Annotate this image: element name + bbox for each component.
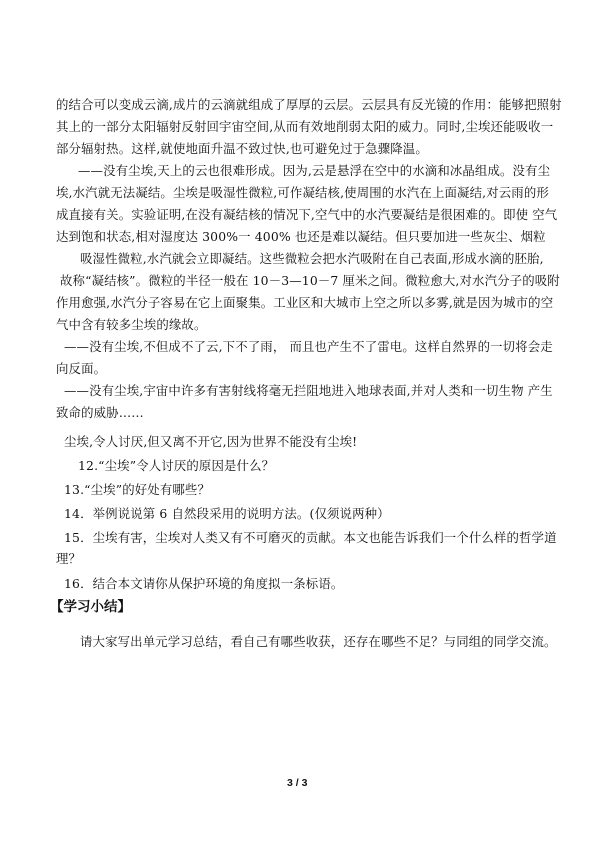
- body-line: 吸湿性微粒,水汽就会立即凝结。这些微粒会把水汽吸附在自己表面,形成水滴的胚胎,: [80, 251, 544, 266]
- section-heading: 【学习小结】: [50, 599, 131, 615]
- question-12: 12.“尘埃”令人讨厌的原因是什么？: [78, 458, 275, 473]
- body-line: 尘埃,令人讨厌,但又离不开它,因为世界不能没有尘埃!: [64, 434, 358, 449]
- question-15: 15．尘埃有害，尘埃对人类又有不可磨灭的贡献。本文也能告诉我们一个什么样的哲学道: [64, 530, 557, 545]
- question-14: 14．举例说说第 6 自然段采用的说明方法。(仅须说两种）: [64, 506, 390, 521]
- body-line: 气中含有较多尘埃的缘故。: [56, 317, 207, 332]
- body-line: 部分辐射热。这样,就使地面升温不致过快,也可避免过于急骤降温。: [56, 141, 428, 156]
- body-line: 故称“凝结核”。微粒的半径一般在 10－3—10－7 厘米之间。微粒愈大,对水汽分子的吸附: [60, 273, 560, 288]
- body-line: 致命的威胁……: [56, 405, 144, 420]
- question-16: 16．结合本文请你从保护环境的角度拟一条标语。: [64, 576, 344, 591]
- body-line: 的结合可以变成云滴,成片的云滴就组成了厚厚的云层。云层具有反光镜的作用：能够把照射: [56, 97, 562, 112]
- body-line: 成直接有关。实验证明,在没有凝结核的情况下,空气中的水汽要凝结是很困难的。即使 空气: [56, 207, 558, 222]
- body-line: 其上的一部分太阳辐射反射回宇宙空间,从而有效地削弱太阳的威力。同时,尘埃还能吸收一: [56, 119, 554, 134]
- question-15-cont: 理？: [56, 551, 82, 566]
- body-line: 埃,水汽就无法凝结。尘埃是吸湿性微粒,可作凝结核,使周围的水汽在上面凝结,对云雨的形: [56, 185, 549, 200]
- body-line: ——没有尘埃,不但成不了云,下不了雨， 而且也产生不了雷电。这样自然界的一切将会走: [64, 339, 553, 354]
- body-line: 向反面。: [56, 361, 107, 376]
- body-line: ——没有尘埃,天上的云也很难形成。因为,云是悬浮在空中的水滴和冰晶组成。没有尘: [78, 163, 551, 178]
- body-line: 作用愈强,水汽分子容易在它上面聚集。工业区和大城市上空之所以多雾,就是因为城市的空: [56, 295, 554, 310]
- summary-text: 请大家写出单元学习总结，看自己有哪些收获，还存在哪些不足？与同组的同学交流。: [80, 634, 557, 649]
- question-13: 13.“尘埃”的好处有哪些？: [64, 482, 210, 497]
- body-line: 达到饱和状态,相对湿度达 300%一 400% 也还是难以凝结。但只要加进一些灰尘、烟粒: [56, 229, 546, 244]
- body-line: ——没有尘埃,宇宙中许多有害射线将毫无拦阻地进入地球表面,并对人类和一切生物 产生: [64, 383, 553, 398]
- page-number: 3 / 3: [287, 777, 308, 789]
